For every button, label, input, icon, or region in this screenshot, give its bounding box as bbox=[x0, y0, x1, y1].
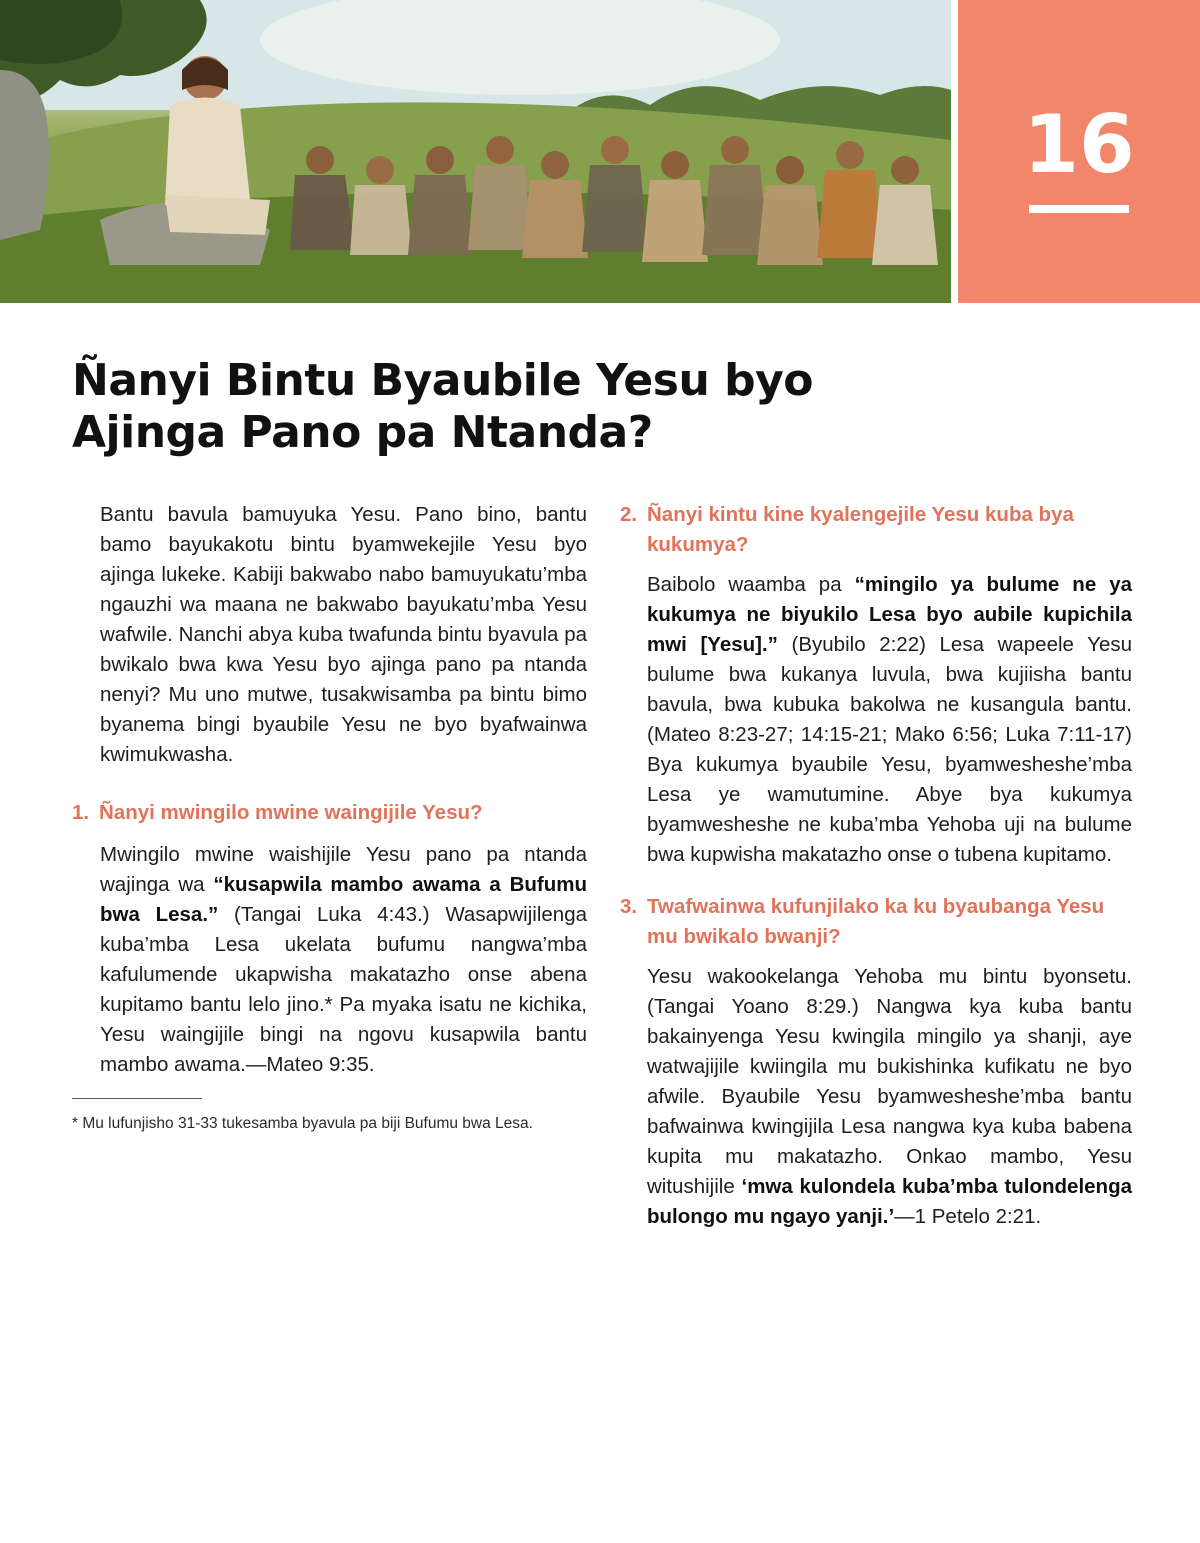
intro-paragraph: Bantu bavula bamuyuka Yesu. Pano bino, bantu bamo bayukakotu bintu byamwekejile Yesu byo ajinga lukeke. Kabiji bakwabo nabo bamuyukatu’mba ngauzhi wa maana ne bakwabo bayukatu’mba Yesu wafwile. Nanchi abya kuba twafunda bintu byavula pa bwikalo bwa kwa Yesu byo ajinga pano pa ntanda nenyi? Mu uno mutwe, tusakwisamba pa bintu bimo byanema bingi byaubile Yesu ne byo byafwainwa kwimukwasha. bbox=[100, 503, 587, 766]
question-1-number: 1. bbox=[72, 801, 90, 824]
page-title: Ñanyi Bintu Byaubile Yesu byo Ajinga Pano pa Ntanda? bbox=[72, 355, 813, 458]
answer-1-text-a: Mwingilo mwine waishijile Yesu pano pa ntanda wajinga wa bbox=[100, 843, 587, 896]
footnote: * Mu lufunjisho 31-33 tukesamba byavula pa biji Bufumu bwa Lesa. bbox=[72, 1115, 533, 1132]
answer-2-paragraph bbox=[647, 570, 1132, 870]
answer-1-quote: “kusapwila mambo awama a Bufumu bwa Lesa.” bbox=[100, 873, 587, 926]
question-3-text: Twafwainwa kufunjilako ka ku byaubanga Yesu mu bwikalo bwanji? bbox=[647, 895, 1105, 948]
chapter-underline bbox=[1029, 205, 1129, 213]
question-1 bbox=[72, 798, 587, 828]
answer-1-text-b: (Tangai Luka 4:43.) Wasapwijilenga kuba’mba Lesa ukelata bufumu nangwa’mba kafulumende ukapwisha makatazho onse abena kupitamo bantu lelo jino.* Pa myaka isatu ne kichika, Yesu waingijile bingi na ngovu kusapwila bantu mambo awama.—Mateo 9:35. bbox=[100, 903, 587, 1076]
answer-3-text-b: —1 Petelo 2:21. bbox=[894, 1205, 1042, 1228]
answer-1-paragraph bbox=[100, 840, 587, 1080]
answer-2-text-b: (Byubilo 2:22) Lesa wapeele Yesu bulume bwa kukanya luvula, bwa kujiisha bantu bavula, bwa kubuka bakolwa ne kusangula bantu. (Mateo 8:23-27; 14:15-21; Mako 6:56; Luka 7:11-17) Bya kukumya byaubile Yesu, byamwesheshe’mba Lesa ye wamutumine. Abye bya kukumya byamwesheshe ne kuba’mba Yehoba uji na bulume bwa kupwisha makatazho onse o tubena kupitamo. bbox=[647, 633, 1132, 866]
left-column bbox=[72, 500, 587, 1135]
question-2-text: Ñanyi kintu kine kyalengejile Yesu kuba bya kukumya? bbox=[647, 503, 1074, 556]
chapter-number: 16 bbox=[1023, 98, 1135, 191]
right-column bbox=[620, 500, 1132, 1232]
answer-3-paragraph bbox=[647, 962, 1132, 1232]
answer-2-text-a: Baibolo waamba pa bbox=[647, 573, 855, 596]
hero-photo bbox=[0, 0, 951, 303]
answer-3-quote: ‘mwa kulondela kuba’mba tulondelenga bulongo mu ngayo yanji.’ bbox=[647, 1175, 1132, 1228]
question-1-text: Ñanyi mwingilo mwine waingijile Yesu? bbox=[99, 801, 483, 824]
question-2 bbox=[620, 500, 1132, 560]
answer-2-quote: “mingilo ya bulume ne ya kukumya ne biyukilo Lesa byo aubile kupichila mwi [Yesu].” bbox=[647, 573, 1132, 656]
footnote-rule bbox=[72, 1098, 202, 1099]
question-2-number: 2. bbox=[620, 503, 638, 526]
question-3-number: 3. bbox=[620, 895, 638, 918]
chapter-badge bbox=[958, 0, 1200, 303]
question-3 bbox=[620, 892, 1132, 952]
answer-3-text-a: Yesu wakookelanga Yehoba mu bintu byonsetu. (Tangai Yoano 8:29.) Nangwa kya kuba bantu bakainyenga Yesu kwingila mingilo ya shanji, aye watwajijile kwiingila mu bukishinka kufikatu ne byo afwile. Byaubile Yesu byamwesheshe’mba bantu bafwainwa kwingijila Lesa nangwa kya kuba babena kupita mu makatazho. Onkao mambo, Yesu witushijile bbox=[647, 965, 1132, 1198]
